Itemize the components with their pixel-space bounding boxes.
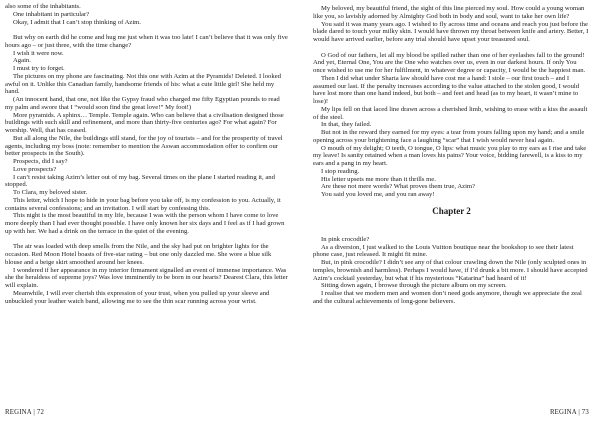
left-page-footer: REGINA | 72: [5, 409, 45, 416]
chapter-heading: Chapter 2: [432, 205, 471, 216]
paragraph: O God of our fathers, let all my blood be spilled rather than one of her eyelashes fall to the ground! And yet, Eternal One, You are the One who watches over us, even in our darkest hours. If only You once wished to use me for her fulfilment, in whatever degree or capacity, I would be the happiest man.: [313, 51, 586, 75]
paragraph: I wish it were now.: [13, 49, 64, 57]
paragraph: The pictures on my phone are fascinating. Not this one with Azim at the Pyramids! Deleted. I looked awful on it. Unlike this Canadian family, handsome friends of his: what a cute little girl! She held my hand.: [5, 72, 281, 96]
paragraph: Okay, I admit that I can’t stop thinking of Azim.: [13, 18, 141, 26]
paragraph: also some of the inhabitants.: [5, 3, 81, 10]
paragraph: (An innocent hand, that one, not like the Gypsy fraud who charged me fifty Egyptian pounds to read my palm and swore that I “would soon find the great love!” My foot!): [5, 96, 280, 111]
paragraph: My beloved, my beautiful friend, the sight of this line pierced my soul. How could a young woman like you, so lavishly adorned by Almighty God both in body and soul, want to take her own life?: [313, 5, 585, 20]
right-page-text-before: [313, 5, 590, 199]
paragraph: To Clara, my beloved sister.: [13, 189, 88, 197]
paragraph: Then I did what under Sharia law should have cost me a hand: I stole – our first touch – and I assumed our last. If the penalty increases according to the value attached to the stolen good, I would have lost more than one hand indeed, but both – and feet and head (as to my heart, it wasn’t mine to lose)!: [313, 74, 580, 106]
left-page-text: [5, 3, 288, 305]
paragraph: As a diversion, I just walked to the Louis Vuitton boutique near the bookshop to see their latest phone case, just released. It might fit mine.: [313, 243, 574, 259]
paragraph: This letter, which I hope to hide in your bag before you take off, is my confession to you. Actually, it contains several confessions; and an invitation. I will start by confessing this.: [5, 196, 281, 212]
right-page-text-after: [313, 236, 590, 306]
paragraph: But why on earth did he come and hug me just when it was too late! I can’t believe that it was only five hours ago – or just three, with the time change?: [5, 34, 288, 49]
right-page: [300, 0, 600, 424]
paragraph: His letter upsets me more than it thrills me.: [321, 175, 436, 183]
paragraph: Again.: [13, 57, 31, 65]
paragraph: More pyramids. A sphinx… Temple. Temple again. Who can believe that a civilisation designed those buildings with such skill and refinement, and more than thirty-five centuries ago? For what again? For worship. Well, that has ceased.: [5, 111, 284, 135]
paragraph: But not in the reward they earned for my eyes: a tear from yours falling upon my hand; and a smile opening across your brightening face a laughing “scar” that I wish would never heal again.: [313, 129, 585, 144]
paragraph: The air was loaded with deep smells from the Nile, and the sky had put on brighter lights for the occasion. Red Moon Hotel boasts of five-star rating – but one only dazzled me. She wore a blue silk blouse and a beige skirt smoothed around her knees.: [5, 243, 272, 266]
paragraph: I can’t resist taking Azim’s letter out of my bag. Several times on the plane I started reading it, and stopped.: [5, 173, 275, 189]
paragraph: In pink crocodile?: [321, 235, 370, 243]
paragraph: But, in pink crocodile? I didn’t see any of that colour crawling down the Nile (only sculpted ones in temples, brownish and harmless). Perhaps I would have, if I’d drunk a bit more. I should have accepted Azim’s cocktail yesterday, but what if his mysterious “Katarina” had heard of it!: [313, 259, 588, 282]
paragraph: In that, they failed.: [321, 121, 372, 129]
paragraph: I must try to forget.: [13, 65, 65, 73]
paragraph: I stop reading.: [321, 167, 360, 175]
paragraph: Love prospects?: [13, 165, 57, 173]
paragraph: My lips fell on that laced line drawn across a cherished limb, wishing to erase with a kiss the assault of the steel.: [313, 105, 588, 121]
paragraph: O mouth of my delight; O teeth, O tongue, O lips: what music you play to my ears as I rise and take my leave! Is sanity retained when a man loves his pains? Your voice, bidding farewell, is a kiss to my ears and a pang in my heart.: [313, 144, 587, 168]
right-page-footer: REGINA | 73: [549, 409, 589, 416]
paragraph: One inhabitant in particular?: [13, 10, 90, 18]
paragraph: You said you loved me, and you ran away!: [321, 191, 435, 199]
paragraph: This night is the most beautiful in my life, because I was with the person whom I have come to love more deeply than I had ever thought possible. I have only known her six days and I feel as if I had grown up with her. We had a drink on the terrace in the quiet of the evening.: [5, 212, 285, 235]
paragraph: I wondered if her appearance in my interior firmament signalled an event of immense importance. Was she the heraldess of supreme joys? Was love imminently to be born in our hearts? Dearest Clara, this letter will explain.: [5, 266, 288, 290]
paragraph: I realise that we modern men and women don’t need gods anymore, though we appreciate the zeal and the cultural achievements of long-gone believers.: [313, 290, 582, 305]
paragraph: Meanwhile, I will ever cherish this expression of your trust, when you pulled up your sleeve and unbuckled your leather watch band, allowing me to see the thin scar running across your wrist.: [5, 289, 270, 305]
paragraph: Prospects, did I say?: [13, 158, 68, 166]
paragraph: But all along the Nile, the buildings still stand, for the joy of tourists – and for the prosperity of travel agents, including my boss (note: remember to mention the Aswan accommodation offer to confirm our better prospects in the South).: [5, 134, 283, 158]
paragraph: You said it was many years ago. I wished to fly across time and oceans and reach you just before the blade dared to touch your milky skin. I would have thrown my throat between knife and artery. Better, I would have arrived earlier, before any trial should have upset your treasured soul.: [313, 20, 589, 43]
paragraph: Sitting down again, I browse through the picture album on my screen.: [321, 282, 507, 290]
paragraph: Are these not mere words? What proves them true, Azim?: [321, 183, 476, 191]
